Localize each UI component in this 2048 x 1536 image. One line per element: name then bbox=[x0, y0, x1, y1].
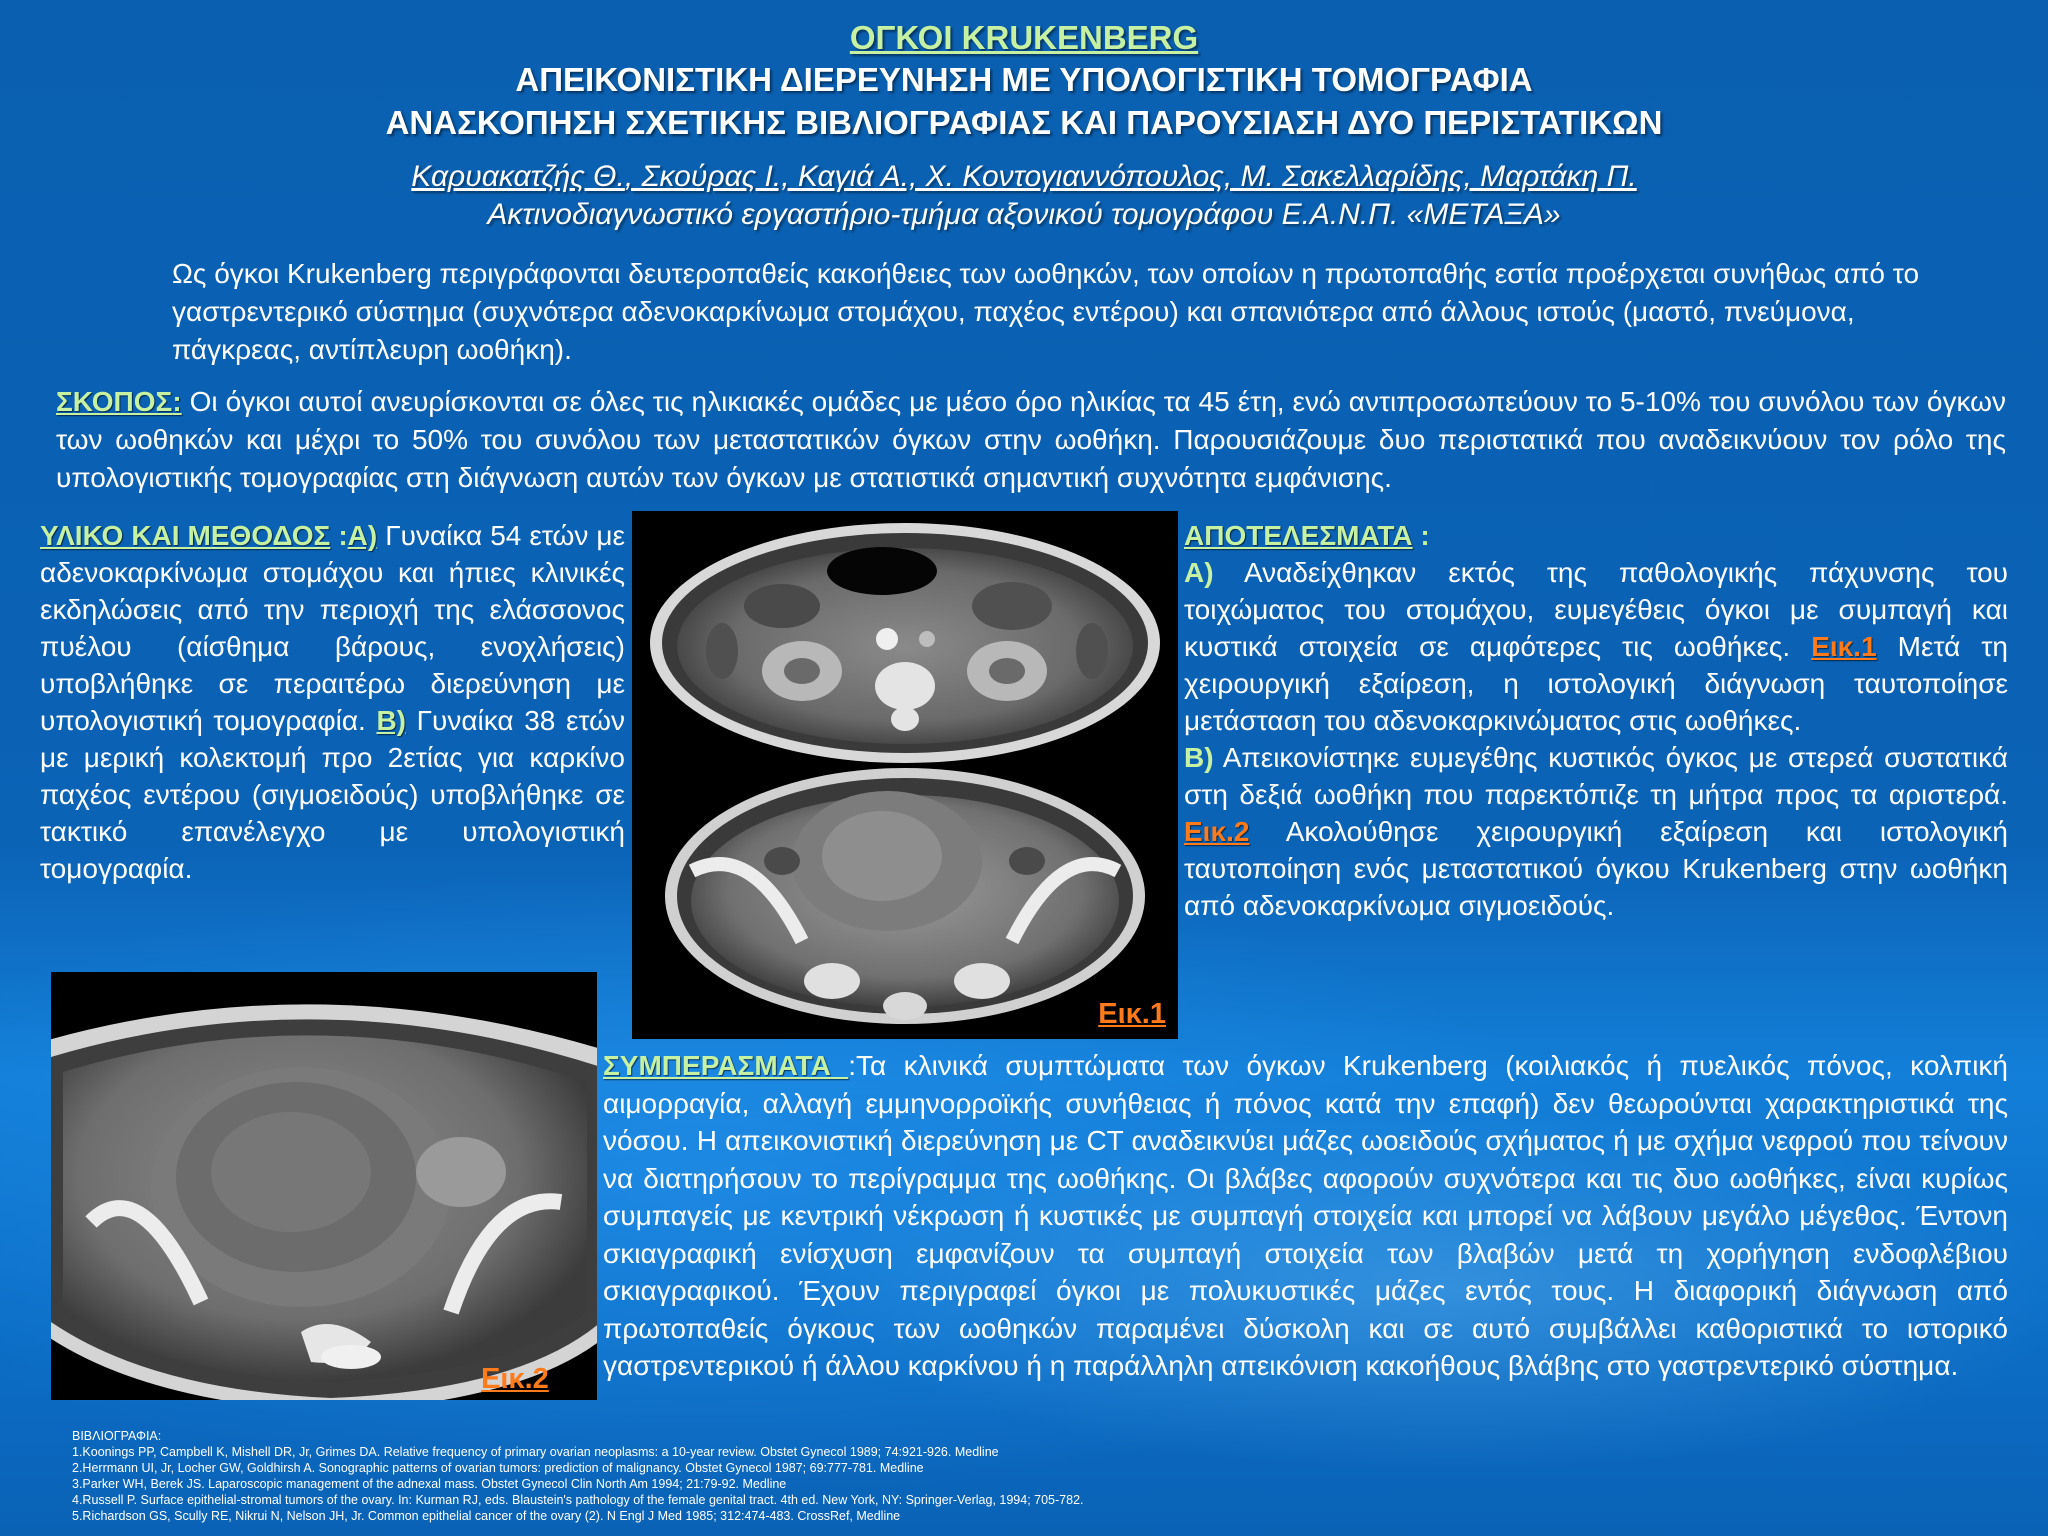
results-colon: : bbox=[1412, 520, 1430, 551]
results-fig2-ref: Εικ.2 bbox=[1184, 816, 1250, 847]
methods-paragraph bbox=[40, 517, 625, 887]
case-a-label: Α) bbox=[347, 520, 378, 551]
case-b-label: Β) bbox=[376, 705, 406, 736]
first-author: Καρυακατζής Θ. bbox=[411, 160, 625, 193]
results-a-label: Α) bbox=[1184, 557, 1214, 588]
poster-title bbox=[0, 18, 2048, 58]
reference-item: 3.Parker WH, Berek JS. Laparoscopic management of the adnexal mass. Obstet Gynecol Clin North Am 1994; 21:79-92. Medline bbox=[72, 1477, 787, 1491]
figure-2 bbox=[51, 972, 597, 1400]
results-b-text: Απεικονίστηκε ευμεγέθης κυστικός όγκος με στερεά συστατικά στη δεξιά ωοθήκη που παρεκτόπιζε τη μήτρα προς τα αριστερά. bbox=[1184, 742, 2008, 810]
figure-1 bbox=[632, 511, 1178, 1039]
methods-sep: : bbox=[330, 520, 348, 551]
figure-1-label: Εικ.1 bbox=[1098, 998, 1166, 1030]
references-heading: ΒΙΒΛΙΟΓΡΑΦΙΑ: bbox=[72, 1429, 162, 1443]
reference-item: 4.Russell P. Surface epithelial-stromal tumors of the ovary. In: Kurman RJ, eds. Blaustein's pathology of the female genital tract. 4th ed. New York, NY: Springer-Verlag, 1994; 705-782. bbox=[72, 1493, 1084, 1507]
results-b-text-2: Ακολούθησε χειρουργική εξαίρεση και ιστολογική ταυτοποίηση ενός μεταστατικού όγκου Krukenberg στην ωοθήκη από αδενοκαρκίνωμα σιγμοειδούς. bbox=[1184, 816, 2008, 921]
references bbox=[72, 1428, 1672, 1524]
conclusions-text: :Τα κλινικά συμπτώματα των όγκων Krukenberg (κοιλιακός ή πυελικός πόνος, κολπική αιμορραγία, αλλαγή εμμηνορροϊκής συνήθειας ή πόνος κατά την επαφή) δεν θεωρούνται χαρακτηριστικά της νόσου. Η απεικονιστική διερεύνηση με CT αναδεικνύει μάζες ωοειδούς σχήματος ή με σχήμα νεφρού που τείνουν να διατηρήσουν το περίγραμμα της ωοθήκης. Οι βλάβες αφορούν συχνότερα και τις δυο ωοθήκες, είναι κυρίως συμπαγείς με κεντρική νέκρωση ή κυστικές με συμπαγή στοιχεία και μπορεί να λάβουν μεγάλο μέγεθος. Έντονη σκιαγραφική ενίσχυση εμφανίζουν τα συμπαγή στοιχεία των βλαβών μετά τη χορήγηση ενδοφλέβιου σκιαγραφικού. Έχουν περιγραφεί όγκοι με πολυκυστικές μάζες εντός τους. Η διαφορική διάγνωση από πρωτοπαθείς όγκους των ωοθηκών παραμένει δύσκολη και σε αυτό συμβάλλει καθοριστικά το ιστορικό γαστρεντερικού ή άλλου καρκίνου ή η παράλληλη απεικόνιση κακοήθους βλάβης στο γαστρεντερικό σύστημα. bbox=[603, 1050, 2008, 1381]
results-a-text: Αναδείχθηκαν εκτός της παθολογικής πάχυνσης του τοιχώματος του στομάχου, ευμεγέθεις όγκοι με συμπαγή και κυστικά στοιχεία σε αμφότερες τις ωοθήκες. bbox=[1184, 557, 2008, 662]
intro-paragraph: Ως όγκοι Krukenberg περιγράφονται δευτεροπαθείς κακοήθειες των ωοθηκών, των οποίων η πρωτοπαθής εστία προέρχεται συνήθως από το γαστρεντερικό σύστημα (συχνότερα αδενοκαρκίνωμα στομάχου, παχέος εντέρου) και σπανιότερα από άλλους ιστούς (μαστό, πνεύμονα, πάγκρεας, αντίπλευρη ωοθήκη). bbox=[172, 258, 1920, 365]
methods-label: ΥΛΙΚΟ ΚΑΙ ΜΕΘΟΔΟΣ bbox=[40, 520, 331, 551]
ct-pelvis-slice bbox=[665, 768, 1145, 1024]
title-krukenberg: ΟΓΚΟΙ KRUKENBERG bbox=[849, 19, 1199, 56]
ct-figure-1-image bbox=[632, 511, 1178, 1039]
figure-2-label: Εικ.2 bbox=[481, 1363, 549, 1395]
case-b-text: Γυναίκα 38 ετών με μερική κολεκτομή προ 2ετίας για καρκίνο παχέος εντέρου (σιγμοειδούς) υποβλήθηκε σε τακτικό επανέλεγχο με υπολογιστική τομογραφία. bbox=[40, 705, 625, 884]
reference-item: 1.Koonings PP, Campbell K, Mishell DR, Jr, Grimes DA. Relative frequency of primary ovarian neoplasms: a 10-year review. Obstet Gynecol 1989; 74:921-926. Medline bbox=[72, 1445, 999, 1459]
case-a-text: Γυναίκα 54 ετών με αδενοκαρκίνωμα στομάχου και ήπιες κλινικές εκδηλώσεις από την περιοχή της ελάσσονος πυέλου (αίσθημα βάρους, ενοχλήσεις) υποβλήθηκε σε περαιτέρω διερεύνηση με υπολογιστική τομογραφία. bbox=[40, 520, 626, 736]
results-a-text-2: Μετά τη χειρουργική εξαίρεση, η ιστολογική διάγνωση ταυτοποίησε μετάσταση του αδενοκαρκινώματος στις ωοθήκες. bbox=[1184, 631, 2008, 736]
aim-colon: : bbox=[172, 386, 182, 417]
title-line-3: ΑΝΑΣΚΟΠΗΣΗ ΣΧΕΤΙΚΗΣ ΒΙΒΛΙΟΓΡΑΦΙΑΣ ΚΑΙ ΠΑΡΟΥΣΙΑΣΗ ΔΥΟ ΠΕΡΙΣΤΑΤΙΚΩΝ bbox=[385, 104, 1663, 141]
reference-item: 5.Richardson GS, Scully RE, Nikrui N, Nelson JH, Jr. Common epithelial cancer of the ovary (2). N Engl J Med 1985; 312:474-483. CrossRef, Medline bbox=[72, 1509, 901, 1523]
results-label: ΑΠΟΤΕΛΕΣΜΑΤΑ bbox=[1184, 520, 1413, 551]
aim-paragraph bbox=[56, 383, 2006, 497]
title-line-2: ΑΠΕΙΚΟΝΙΣΤΙΚΗ ΔΙΕΡΕΥΝΗΣΗ ΜΕ ΥΠΟΛΟΓΙΣΤΙΚΗ ΤΟΜΟΓΡΑΦΙΑ bbox=[515, 61, 1533, 98]
ct-abdomen-slice bbox=[650, 523, 1160, 763]
aim-label: ΣΚΟΠΟΣ bbox=[56, 386, 173, 417]
conclusions-paragraph bbox=[603, 1047, 2008, 1385]
authors bbox=[0, 158, 2048, 196]
conclusions-label: ΣΥΜΠΕΡΑΣΜΑΤΑ bbox=[603, 1050, 849, 1081]
other-authors: , Σκούρας Ι., Καγιά Α., Χ. Κοντογιαννόπουλος, Μ. Σακελλαρίδης, Μαρτάκη Π. bbox=[624, 160, 1637, 193]
aim-text: Οι όγκοι αυτοί ανευρίσκονται σε όλες τις ηλικιακές ομάδες με μέσο όρο ηλικίας τα 45 έτη, ενώ αντιπροσωπεύουν το 5-10% του συνόλου των όγκων των ωοθηκών και μέχρι το 50% του συνόλου των μεταστατικών όγκων στην ωοθήκη. Παρουσιάζουμε δυο περιστατικά που αναδεικνύουν τον ρόλο της υπολογιστικής τομογραφίας στη διάγνωση αυτών των όγκων με στατιστικά σημαντική συχνότητα εμφάνισης. bbox=[56, 386, 2006, 493]
results-b-label: Β) bbox=[1184, 742, 1214, 773]
results-paragraph bbox=[1184, 517, 2008, 924]
results-fig1-ref: Εικ.1 bbox=[1811, 631, 1877, 662]
reference-item: 2.Herrmann UI, Jr, Locher GW, Goldhirsh A. Sonographic patterns of ovarian tumors: prediction of malignancy. Obstet Gynecol 1987; 69:777-781. Medline bbox=[72, 1461, 924, 1475]
affiliation: Ακτινοδιαγνωστικό εργαστήριο-τμήμα αξονικού τομογράφου Ε.Α.Ν.Π. «ΜΕΤΑΞΑ» bbox=[487, 198, 1561, 231]
ct-figure-2-image bbox=[51, 972, 597, 1400]
